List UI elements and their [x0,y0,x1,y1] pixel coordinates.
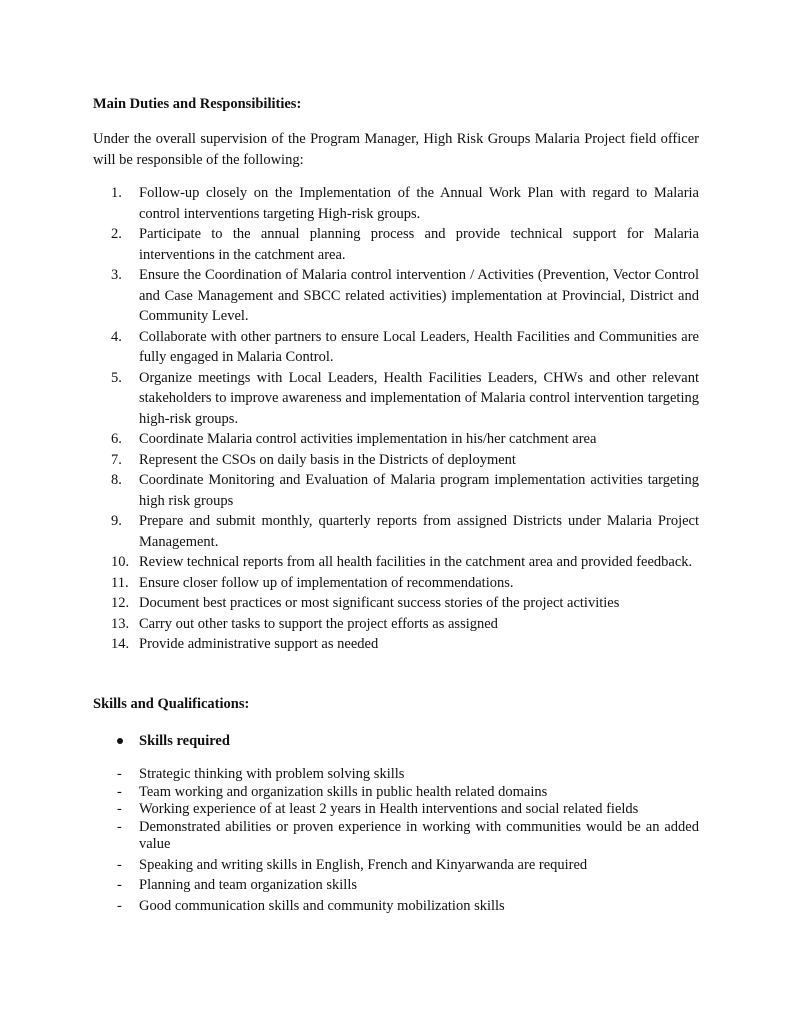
skills-required-bullet [117,732,230,750]
list-item: 2. Participate to the annual planning process and provide technical support for Malaria interventions in the catchment area. [111,226,699,263]
list-item: 6. Coordinate Malaria control activities implementation in his/her catchment area [111,431,597,447]
duties-list [111,183,699,655]
list-item: 12. Document best practices or most significant success stories of the project activities [111,595,620,611]
list-item: 8. Coordinate Monitoring and Evaluation of Malaria program implementation activities targeting high risk groups [111,472,699,509]
list-item: 13. Carry out other tasks to support the project efforts as assigned [111,615,498,632]
list-item: - Strategic thinking with problem solving skills [117,766,405,782]
list-item: - Speaking and writing skills in English, French and Kinyarwanda are required [117,856,588,873]
list-item: 1. Follow-up closely on the Implementation of the Annual Work Plan with regard to Malaria control interventions targeting High-risk groups. [111,185,699,222]
intro-paragraph: Under the overall supervision of the Program Manager, High Risk Groups Malaria Project field officer will be responsible of the following: [93,131,699,168]
list-item: 4. Collaborate with other partners to ensure Local Leaders, Health Facilities and Communities are fully engaged in Malaria Control. [111,328,699,365]
list-item: - Good communication skills and community mobilization skills [117,897,505,914]
list-item: 7. Represent the CSOs on daily basis in the Districts of deployment [111,451,516,468]
list-item: - Working experience of at least 2 years in Health interventions and social related fields [117,801,639,817]
list-item: 14. Provide administrative support as needed [111,636,379,652]
bullet-icon [117,738,123,744]
section-heading-duties: Main Duties and Responsibilities: [93,96,302,112]
list-item: 5. Organize meetings with Local Leaders, Health Facilities Leaders, CHWs and other relevant stakeholders to improve awareness and implementation of Malaria control intervention targeting high-risk groups. [111,369,699,427]
list-item: - Planning and team organization skills [117,877,358,893]
list-item: 11. Ensure closer follow up of implementation of recommendations. [111,574,514,591]
list-item: 3. Ensure the Coordination of Malaria control intervention / Activities (Prevention, Vector Control and Case Management and SBCC related activities) implementation at Provincial, District and Community Level. [111,267,699,324]
list-item: 10. Review technical reports from all health facilities in the catchment area and provided feedback. [111,554,693,570]
section-heading-skills: Skills and Qualifications: [93,696,250,712]
skills-required-label: Skills required [139,733,230,749]
list-item: - Team working and organization skills in public health related domains [117,783,548,800]
skills-list [111,766,699,915]
list-item: 9. Prepare and submit monthly, quarterly reports from assigned Districts under Malaria Project Management. [111,513,699,550]
list-item: - Demonstrated abilities or proven experience in working with communities would be an added value [117,818,699,852]
